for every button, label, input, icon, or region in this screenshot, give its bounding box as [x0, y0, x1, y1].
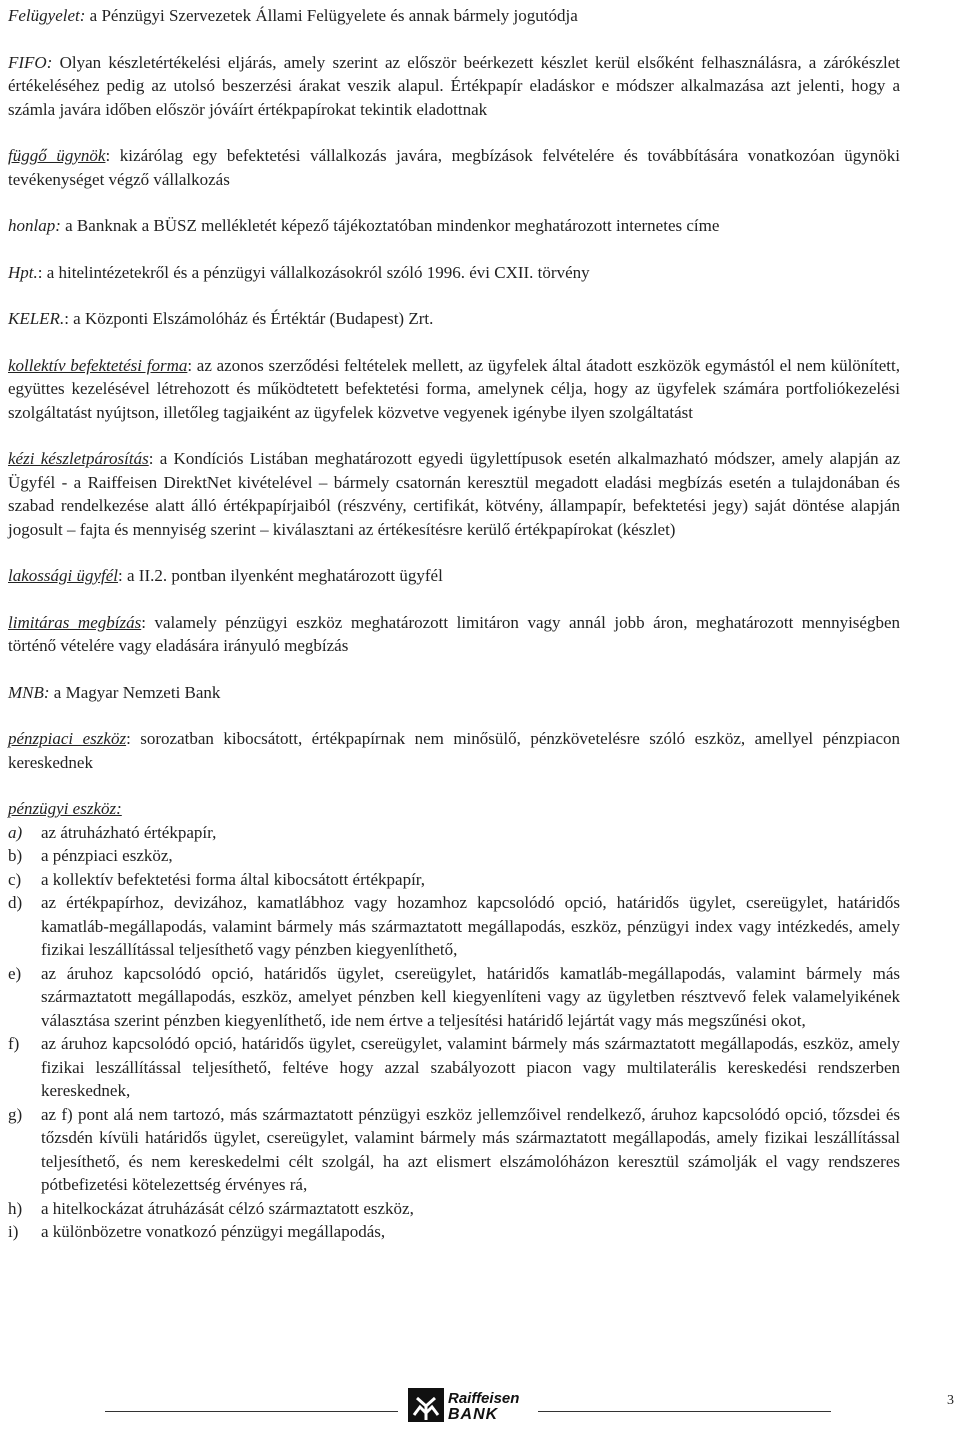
list-item — [8, 821, 900, 845]
definition-term: limitáras megbízás — [8, 612, 142, 632]
definition-text: : valamely pénzügyi eszköz meghatározott limitáron vagy annál jobb áron, meghatározott mennyiségben történő vételére vagy eladására irányuló megbízás — [8, 612, 900, 655]
list-item — [8, 868, 900, 892]
definition-penzugyi-eszkoz — [8, 797, 900, 821]
list-marker: d) — [8, 893, 23, 912]
definition-mnb — [8, 681, 900, 705]
list-marker: h) — [8, 1198, 23, 1218]
definition-honlap — [8, 214, 900, 238]
definition-lakossagi-ugyfel — [8, 564, 900, 588]
page-footer — [0, 1388, 960, 1428]
definition-kollektiv-befektetesi-forma — [8, 354, 900, 425]
definition-term: pénzpiaci eszköz — [8, 729, 127, 748]
definition-felugyelet — [8, 4, 900, 28]
definition-penzpiaci-eszkoz — [8, 727, 900, 774]
list-item — [8, 1220, 900, 1244]
list-marker: i) — [8, 1222, 19, 1241]
definition-keler — [8, 307, 900, 331]
definition-term: kollektív befektetési forma — [8, 355, 188, 375]
definition-kezi-keszletparositas — [8, 447, 900, 541]
definition-term: KELER. — [8, 309, 65, 328]
list-item — [8, 1032, 900, 1103]
definition-term: Felügyelet: — [8, 6, 86, 25]
list-item-text: a hitelkockázat átruházását célzó származtatott eszköz, — [41, 1198, 414, 1218]
definition-text: a Banknak a BÜSZ mellékletét képező tájékoztatóban mindenkor meghatározott internetes címe — [60, 216, 720, 235]
list-item-text: a kollektív befektetési forma által kibocsátott értékpapír, — [41, 869, 426, 889]
definition-text: a Magyar Nemzeti Bank — [49, 682, 221, 702]
definition-limitaras-megbizas — [8, 611, 900, 658]
financial-instrument-list — [8, 821, 900, 1244]
list-marker: e) — [8, 963, 22, 983]
list-marker: b) — [8, 846, 23, 865]
list-marker: a) — [8, 822, 23, 842]
list-item-text: a különbözetre vonatkozó pénzügyi megállapodás, — [41, 1222, 386, 1241]
definition-text: : sorozatban kibocsátott, értékpapírnak nem minősülő, pénzkövetelésre szóló eszköz, amellyel pénzpiacon kereskednek — [8, 729, 900, 772]
list-item-text: a pénzpiaci eszköz, — [41, 846, 173, 865]
list-item — [8, 891, 900, 962]
definition-text: a Pénzügyi Szervezetek Állami Felügyelete és annak bármely jogutódja — [85, 6, 578, 25]
definition-text: Olyan készletértékelési eljárás, amely szerint az először beérkezett készlet kerül elsőként felhasználásra, a zárókészlet értékeléséhez pedig az utolsó beszerzési árakat veszik alapul. Értékpapír eladáskor e módszer alkalmazása azt jelenti, hogy a számla javára időben először jóváírt értékpapírokat tekintik eladottnak — [8, 52, 900, 119]
definition-fuggo-ugynok — [8, 144, 900, 191]
list-item — [8, 1197, 900, 1221]
list-item-text: az áruhoz kapcsolódó opció, határidős ügylet, csereügylet, valamint bármely más származtatott megállapodás, eszköz, amely fizikai leszállítással teljesíthető, feltéve hogy azzal szabályozott piacon vagy multilaterális kereskedési rendszerben kereskednek, — [41, 1034, 900, 1100]
footer-line-left — [105, 1411, 398, 1412]
list-item — [8, 962, 900, 1033]
list-marker: c) — [8, 869, 22, 889]
list-item-text: az áruhoz kapcsolódó opció, határidős ügylet, csereügylet, határidős kamatláb-megállapodás, valamint bármely más származtatott megállapodás, eszköz, amelyet pénzben kell kiegyenlíteni vagy az ügyletben résztvevő felek valamelyikének választása szerint pénzben kiegyenlíthető, ide nem értve a teljesítési határidő lejártát vagy más megszűnési okot, — [41, 963, 900, 1030]
gable-cross-icon — [408, 1388, 444, 1422]
raiffeisen-logo — [408, 1388, 538, 1428]
definition-text: : kizárólag egy befektetési vállalkozás javára, megbízások felvételére és továbbítására vonatkozóan ügynöki tevékenységet végző vállalkozás — [8, 146, 900, 189]
list-item — [8, 844, 900, 868]
definition-term: pénzügyi eszköz: — [8, 799, 122, 818]
definition-term: Hpt. — [8, 262, 38, 282]
logo-wordmark — [448, 1391, 519, 1423]
definition-term: függő ügynök — [8, 146, 106, 165]
list-item-text: az értékpapírhoz, devizához, kamatlábhoz vagy hozamhoz kapcsolódó opció, határidős ügylet, csereügylet, határidős kamatláb-megállapodás, valamint bármely más származtatott megállapodás, eszköz, pénzügyi index vagy intézkedés, amely fizikai leszállítással teljesíthető vagy pénzben kiegyenlíthető, — [41, 893, 900, 959]
definition-term: FIFO: — [8, 52, 53, 72]
list-marker: f) — [8, 1034, 20, 1053]
definition-fifo — [8, 51, 900, 122]
definition-text: : a Központi Elszámolóház és Értéktár (Budapest) Zrt. — [64, 309, 434, 328]
list-item — [8, 1103, 900, 1197]
footer-line-right — [538, 1411, 831, 1412]
logo-line-2: BANK — [448, 1406, 499, 1423]
logo-line-1: Raiffeisen — [448, 1390, 520, 1407]
definition-term: MNB: — [8, 682, 50, 702]
page-number: 3 — [947, 1393, 954, 1408]
definition-hpt — [8, 261, 900, 285]
definition-text: : a Kondíciós Listában meghatározott egyedi ügylettípusok esetén alkalmazható módszer, amely alapján az Ügyfél - a Raiffeisen DirektNet kivételével – bármely csatornán keresztül megadott eladási megbízás esetén a tulajdonában és szabad rendelkezése alatt álló értékpapírjaiból (részvény, certifikát, kötvény, állampapír, befektetési jegy) saját döntése alapján jogosult – fajta és mennyiség szerint – kiválasztani az értékesítésre kerülő értékpapírokat (készlet) — [8, 449, 900, 539]
definition-term: lakossági ügyfél — [8, 566, 119, 585]
definition-text: : a hitelintézetekről és a pénzügyi vállalkozásokról szóló 1996. évi CXII. törvény — [37, 262, 590, 282]
list-item-text: az átruházható értékpapír, — [41, 822, 217, 842]
list-item-text: az f) pont alá nem tartozó, más származtatott pénzügyi eszköz jellemzőivel rendelkező, áruhoz kapcsolódó opció, tőzsdei és tőzsdén kívüli határidős ügylet, csereügylet, valamint bármely más származtatott megállapodás, amely fizikai leszállítással teljesíthető, és nem kereskedelmi célt szolgál, ha azt elismert elszámolóházon keresztül számolják el vagy rendszeres pótbefizetési kötelezettség érvényes rá, — [41, 1104, 900, 1194]
definition-text: : a II.2. pontban ilyenként meghatározott ügyfél — [118, 566, 443, 585]
definition-text: : az azonos szerződési feltételek mellett, az ügyfelek által átadott eszközök egymástól el nem különített, együttes kezelésével létrehozott és működtetett befektetési forma, amelynek célja, hogy az ügyfelek számára portfoliókezelési szolgáltatást nyújtson, illetőleg tagjaiként az ügyfelek közvetve vegyenek igénybe ilyen szolgáltatást — [8, 355, 900, 422]
definition-term: kézi készletpárosítás — [8, 449, 149, 468]
definition-term: honlap: — [8, 216, 61, 235]
list-marker: g) — [8, 1104, 23, 1124]
document-page — [8, 4, 900, 1244]
